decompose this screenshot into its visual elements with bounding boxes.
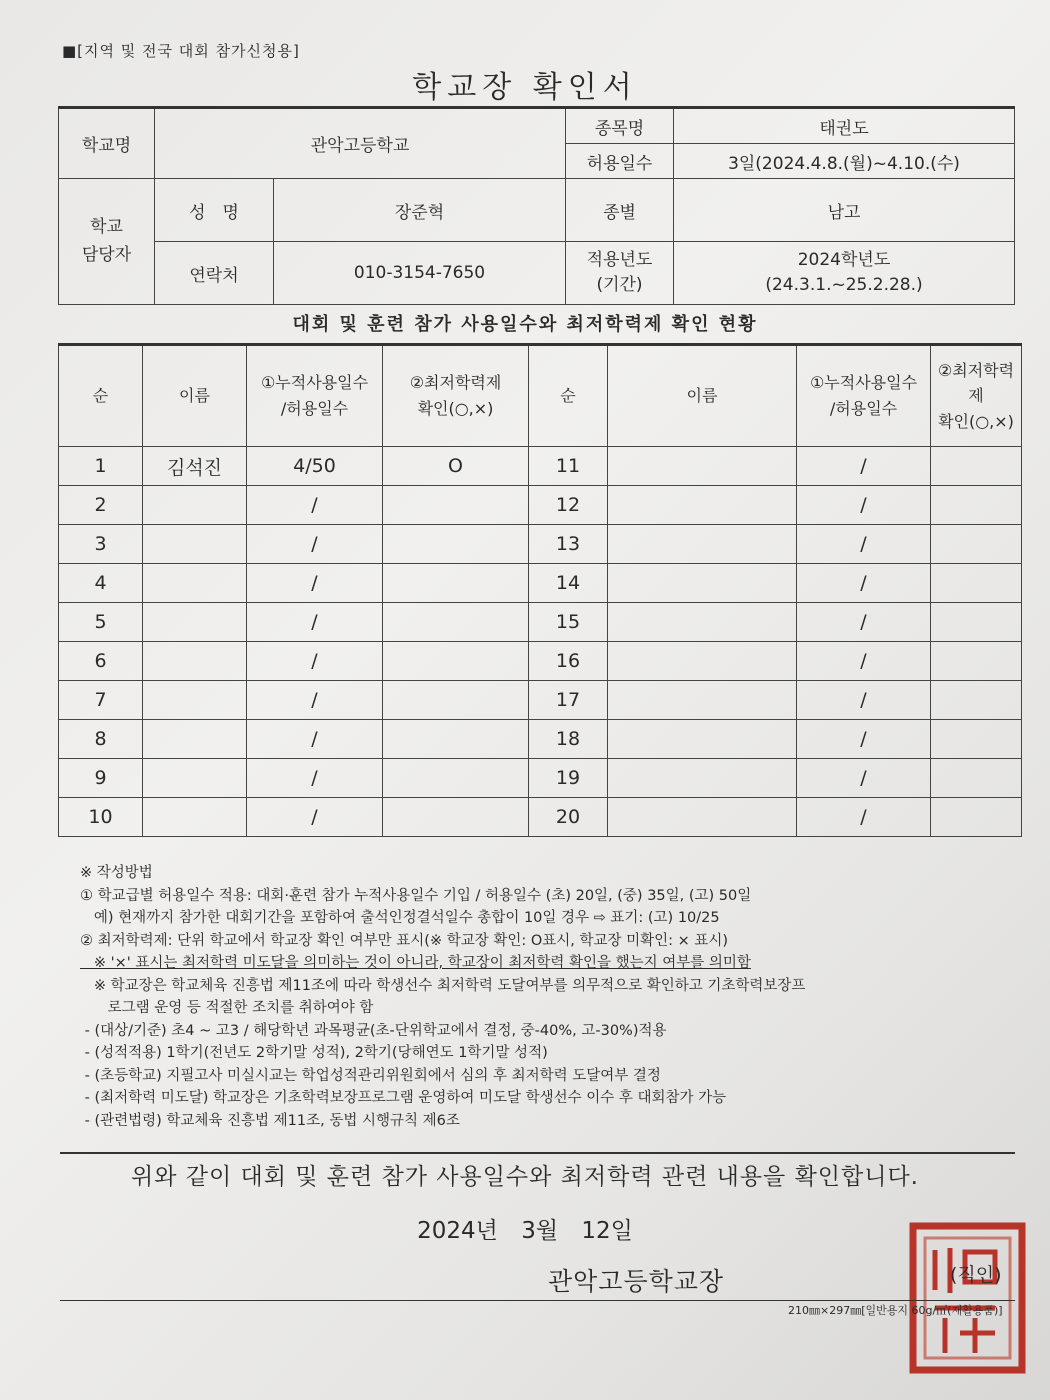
contact-person-label: 학교 담당자 (59, 179, 155, 305)
table-cell: / (797, 447, 931, 486)
note-line: ① 학교급별 허용일수 적용: 대회·훈련 참가 누적사용일수 기입 / 허용일수 (초) 20일, (중) 35일, (고) 50일 (80, 887, 752, 904)
table-row (59, 681, 1022, 720)
school-label: 학교명 (59, 108, 155, 179)
table-row (59, 642, 1022, 681)
table-cell (608, 447, 797, 486)
table-row (59, 798, 1022, 837)
principal-name: 관악고등학교장 (548, 1267, 725, 1296)
table-cell (608, 642, 797, 681)
note-line: - (성적적용) 1학기(전년도 2학기말 성적), 2학기(당해연도 1학기말 성적) (80, 1045, 548, 1061)
year-value: 2024학년도 (24.3.1.~25.2.28.) (674, 242, 1015, 305)
table-cell: 7 (59, 681, 143, 720)
table-cell (931, 798, 1022, 837)
table-cell (383, 720, 529, 759)
table-row (59, 525, 1022, 564)
table-cell (931, 603, 1022, 642)
note-line: ※ 학교장은 학교체육 진흥법 제11조에 따라 학생선수 최저학력 도달여부를 의무적으로 확인하고 기초학력보장프 (80, 977, 806, 994)
table-cell (383, 681, 529, 720)
table-cell: / (247, 681, 383, 720)
table-cell: / (797, 798, 931, 837)
table-cell (383, 759, 529, 798)
table-cell: / (247, 720, 383, 759)
table-row (59, 447, 1022, 486)
note-line: - (최저학력 미도달) 학교장은 기초학력보장프로그램 운영하여 미도달 학생선수 이수 후 대회참가 가능 (80, 1090, 727, 1106)
note-line: ※ 작성방법 (80, 865, 153, 881)
table-cell: 3 (59, 525, 143, 564)
table-row (59, 564, 1022, 603)
table-cell: 11 (529, 447, 608, 486)
event-label: 종목명 (566, 108, 674, 144)
date-year: 2024년 (417, 1218, 498, 1244)
table-row (59, 603, 1022, 642)
table-cell (383, 486, 529, 525)
table-cell (608, 486, 797, 525)
table-cell: 10 (59, 798, 143, 837)
table-cell: 8 (59, 720, 143, 759)
note-line: ※ '×' 표시는 최저학력 미도달을 의미하는 것이 아니라, 학교장이 최저학력 확인을 했는지 여부를 의미함 (80, 955, 751, 971)
table-cell: / (247, 642, 383, 681)
name-label: 성 명 (155, 179, 274, 242)
table-cell: / (797, 642, 931, 681)
year-label: 적용년도 (기간) (566, 242, 674, 305)
info-table (58, 106, 1015, 305)
school-value: 관악고등학교 (155, 108, 566, 179)
table-cell: / (247, 564, 383, 603)
table-cell (931, 447, 1022, 486)
note-line: - (대상/기준) 초4 ~ 고3 / 해당학년 과목평균(초-단위학교에서 결정, 중-40%, 고-30%)적용 (80, 1022, 667, 1039)
official-seal-icon (905, 1218, 1030, 1378)
table-cell: 14 (529, 564, 608, 603)
table-cell (931, 525, 1022, 564)
table-cell: / (797, 720, 931, 759)
note-line: 로그램 운영 등 적절한 조치를 취하여야 함 (80, 1000, 374, 1016)
table-cell (143, 759, 247, 798)
table-cell (608, 759, 797, 798)
table-cell: / (797, 759, 931, 798)
table-cell (143, 486, 247, 525)
divider-bottom (60, 1300, 1015, 1301)
table-cell: 1 (59, 447, 143, 486)
writing-instructions (80, 862, 1010, 1132)
table-cell (608, 681, 797, 720)
table-cell: 16 (529, 642, 608, 681)
note-line: - (관련법령) 학교체육 진흥법 제11조, 동법 시행규칙 제6조 (80, 1112, 460, 1129)
table-cell (143, 564, 247, 603)
table-cell (143, 525, 247, 564)
table-cell (608, 603, 797, 642)
table-cell (931, 720, 1022, 759)
table-cell (383, 525, 529, 564)
table-cell: 9 (59, 759, 143, 798)
phone-label: 연락처 (155, 242, 274, 305)
table-cell: 6 (59, 642, 143, 681)
table-cell: / (797, 681, 931, 720)
note-line: ② 최저학력제: 단위 학교에서 학교장 확인 여부만 표시(※ 학교장 확인: O표시, 학교장 미확인: × 표시) (80, 932, 729, 949)
table-cell (608, 564, 797, 603)
table-cell: 18 (529, 720, 608, 759)
form-tag: ■[지역 및 전국 대회 참가신청용] (62, 42, 300, 60)
table-cell: 4/50 (247, 447, 383, 486)
seal-label: (직인) (950, 1264, 1002, 1286)
table-cell: / (247, 486, 383, 525)
type-label: 종별 (566, 179, 674, 242)
table-cell (383, 603, 529, 642)
table-cell: 19 (529, 759, 608, 798)
table-cell: 5 (59, 603, 143, 642)
type-value: 남고 (674, 179, 1015, 242)
table-cell (931, 642, 1022, 681)
column-header: ①누적사용일수 /허용일수 (797, 345, 931, 447)
table-cell: / (797, 525, 931, 564)
date-day: 12일 (581, 1218, 633, 1244)
table-row (59, 486, 1022, 525)
table-cell (143, 798, 247, 837)
note-line: 예) 현재까지 참가한 대회기간을 포함하여 출석인정결석일수 총합이 10일 경우 ⇨ 표기: (고) 10/25 (80, 910, 720, 926)
paper-size: 210㎜×297㎜[일반용지 60g/㎡(재활용품)] (788, 1304, 1003, 1317)
column-header: ②최저학력제 확인(○,×) (383, 345, 529, 447)
table-cell: O (383, 447, 529, 486)
table-cell (608, 525, 797, 564)
column-header: 이름 (608, 345, 797, 447)
name-value: 장준혁 (274, 179, 566, 242)
table-cell (931, 564, 1022, 603)
table-cell: / (247, 525, 383, 564)
table-cell (383, 642, 529, 681)
table-row (59, 720, 1022, 759)
table-cell: 김석진 (143, 447, 247, 486)
table-cell (931, 681, 1022, 720)
table-cell (383, 564, 529, 603)
confirm-text: 위와 같이 대회 및 훈련 참가 사용일수와 최저학력 관련 내용을 확인합니다. (131, 1164, 919, 1190)
table-cell (143, 642, 247, 681)
table-cell: 12 (529, 486, 608, 525)
issue-date (0, 1212, 1050, 1245)
document-title: 학교장 확인서 (412, 70, 638, 105)
table-cell: 15 (529, 603, 608, 642)
table-cell (608, 720, 797, 759)
table-cell: 17 (529, 681, 608, 720)
column-header: 순 (59, 345, 143, 447)
date-month: 3월 (521, 1218, 559, 1244)
column-header: ②최저학력제 확인(○,×) (931, 345, 1022, 447)
section-title: 대회 및 훈련 참가 사용일수와 최저학력제 확인 현황 (292, 314, 758, 335)
table-cell: / (797, 486, 931, 525)
column-header: 순 (529, 345, 608, 447)
column-header: ①누적사용일수 /허용일수 (247, 345, 383, 447)
table-cell (143, 603, 247, 642)
table-cell: / (247, 603, 383, 642)
days-label: 허용일수 (566, 144, 674, 179)
table-row (59, 759, 1022, 798)
table-cell: 4 (59, 564, 143, 603)
event-value: 태권도 (674, 108, 1015, 144)
divider-top (60, 1152, 1015, 1154)
table-cell: / (797, 564, 931, 603)
phone-value: 010-3154-7650 (274, 242, 566, 305)
table-cell (143, 720, 247, 759)
column-header: 이름 (143, 345, 247, 447)
table-cell (931, 486, 1022, 525)
note-line: - (초등학교) 지필고사 미실시교는 학업성적관리위원회에서 심의 후 최저학력 도달여부 결정 (80, 1067, 661, 1084)
table-cell: / (247, 798, 383, 837)
table-cell: / (797, 603, 931, 642)
table-cell (931, 759, 1022, 798)
table-cell: 20 (529, 798, 608, 837)
days-value: 3일(2024.4.8.(월)~4.10.(수) (674, 144, 1015, 179)
table-cell: / (247, 759, 383, 798)
participation-table (58, 343, 1022, 837)
table-cell (383, 798, 529, 837)
table-cell: 2 (59, 486, 143, 525)
table-cell (608, 798, 797, 837)
table-cell: 13 (529, 525, 608, 564)
table-cell (143, 681, 247, 720)
